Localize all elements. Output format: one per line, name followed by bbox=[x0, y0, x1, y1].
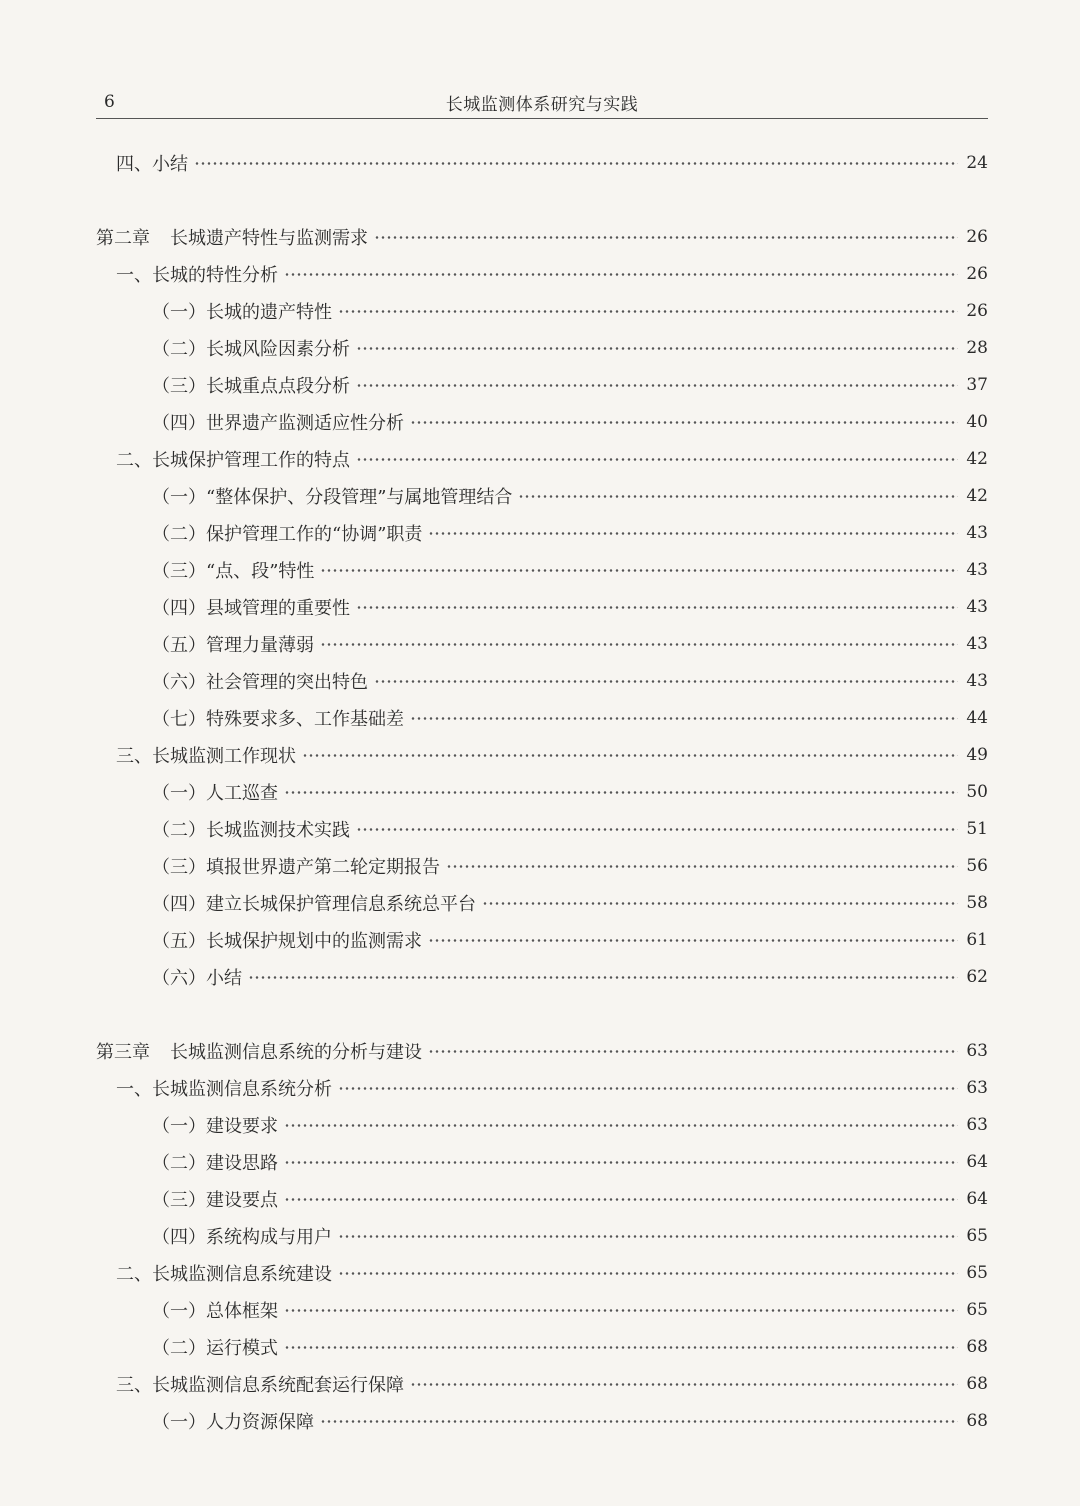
entry-page-number: 63 bbox=[966, 1115, 988, 1135]
entry-page-number: 37 bbox=[966, 375, 988, 395]
toc-subsection-entry bbox=[152, 1295, 988, 1325]
entry-title: （一）人力资源保障 bbox=[152, 1412, 314, 1433]
toc-subsection-entry bbox=[152, 1221, 988, 1251]
dot-leader bbox=[338, 1087, 958, 1090]
toc-subsection-entry bbox=[152, 888, 988, 918]
dot-leader bbox=[320, 569, 958, 572]
entry-page-number: 43 bbox=[966, 597, 988, 617]
entry-title: （六）小结 bbox=[152, 968, 242, 989]
entry-page-number: 24 bbox=[966, 153, 988, 173]
dot-leader bbox=[356, 606, 958, 609]
dot-leader bbox=[356, 347, 958, 350]
entry-page-number: 49 bbox=[966, 745, 988, 765]
entry-page-number: 50 bbox=[966, 782, 988, 802]
entry-title: 长城监测信息系统的分析与建设 bbox=[170, 1042, 422, 1063]
dot-leader bbox=[284, 1198, 958, 1201]
book-title: 长城监测体系研究与实践 bbox=[445, 95, 639, 115]
entry-title: （三）填报世界遗产第二轮定期报告 bbox=[152, 857, 440, 878]
entry-title: （一）人工巡查 bbox=[152, 783, 278, 804]
dot-leader bbox=[284, 273, 958, 276]
dot-leader bbox=[410, 421, 958, 424]
entry-page-number: 68 bbox=[966, 1374, 988, 1394]
dot-leader bbox=[410, 717, 958, 720]
entry-title: （二）保护管理工作的“协调”职责 bbox=[152, 524, 423, 545]
dot-leader bbox=[338, 310, 958, 313]
entry-page-number: 44 bbox=[966, 708, 988, 728]
toc-subsection-entry bbox=[152, 666, 988, 696]
entry-title: 长城遗产特性与监测需求 bbox=[170, 228, 368, 249]
toc-subsection-entry bbox=[152, 555, 988, 585]
dot-leader bbox=[374, 236, 958, 239]
dot-leader bbox=[518, 495, 958, 498]
toc-subsection-entry bbox=[152, 814, 988, 844]
chapter-number: 第三章 bbox=[96, 1042, 150, 1063]
entry-title: 三、长城监测信息系统配套运行保障 bbox=[116, 1375, 404, 1396]
entry-title: （五）长城保护规划中的监测需求 bbox=[152, 931, 422, 952]
entry-page-number: 42 bbox=[966, 486, 988, 506]
entry-title: （一）“整体保护、分段管理”与属地管理结合 bbox=[152, 487, 513, 508]
entry-page-number: 43 bbox=[966, 634, 988, 654]
dot-leader bbox=[284, 791, 958, 794]
toc-subsection-entry bbox=[152, 481, 988, 511]
entry-page-number: 65 bbox=[966, 1300, 988, 1320]
entry-page-number: 51 bbox=[966, 819, 988, 839]
toc-section-entry bbox=[116, 444, 988, 474]
dot-leader bbox=[482, 902, 958, 905]
toc-subsection-entry bbox=[152, 851, 988, 881]
dot-leader bbox=[194, 162, 958, 165]
toc-subsection-entry bbox=[152, 592, 988, 622]
entry-page-number: 63 bbox=[966, 1078, 988, 1098]
entry-title: 一、长城的特性分析 bbox=[116, 265, 278, 286]
toc-subsection-entry bbox=[152, 925, 988, 955]
chapter-number: 第二章 bbox=[96, 228, 150, 249]
entry-page-number: 26 bbox=[966, 264, 988, 284]
dot-leader bbox=[356, 828, 958, 831]
dot-leader bbox=[356, 458, 958, 461]
entry-title: 四、小结 bbox=[116, 154, 188, 175]
entry-page-number: 43 bbox=[966, 523, 988, 543]
entry-title: （七）特殊要求多、工作基础差 bbox=[152, 709, 404, 730]
dot-leader bbox=[428, 532, 958, 535]
toc-chapter-entry bbox=[96, 1036, 988, 1066]
entry-title: （二）长城风险因素分析 bbox=[152, 339, 350, 360]
toc-section-entry bbox=[116, 740, 988, 770]
toc-section-entry bbox=[116, 1369, 988, 1399]
entry-page-number: 43 bbox=[966, 560, 988, 580]
dot-leader bbox=[320, 1420, 958, 1423]
entry-title: （一）长城的遗产特性 bbox=[152, 302, 332, 323]
toc-section-entry bbox=[116, 1258, 988, 1288]
dot-leader bbox=[446, 865, 958, 868]
entry-page-number: 65 bbox=[966, 1263, 988, 1283]
entry-page-number: 43 bbox=[966, 671, 988, 691]
entry-title: 一、长城监测信息系统分析 bbox=[116, 1079, 332, 1100]
toc-section-entry bbox=[116, 259, 988, 289]
toc-subsection-entry bbox=[152, 518, 988, 548]
toc-subsection-entry bbox=[152, 1332, 988, 1362]
entry-page-number: 64 bbox=[966, 1152, 988, 1172]
dot-leader bbox=[284, 1161, 958, 1164]
entry-page-number: 68 bbox=[966, 1411, 988, 1431]
dot-leader bbox=[284, 1124, 958, 1127]
toc-subsection-entry bbox=[152, 333, 988, 363]
entry-page-number: 65 bbox=[966, 1226, 988, 1246]
entry-page-number: 62 bbox=[966, 967, 988, 987]
toc-section-entry bbox=[116, 1073, 988, 1103]
toc-subsection-entry bbox=[152, 296, 988, 326]
entry-title: （一）总体框架 bbox=[152, 1301, 278, 1322]
entry-page-number: 64 bbox=[966, 1189, 988, 1209]
dot-leader bbox=[428, 939, 958, 942]
entry-title: （六）社会管理的突出特色 bbox=[152, 672, 368, 693]
dot-leader bbox=[302, 754, 958, 757]
entry-title: （五）管理力量薄弱 bbox=[152, 635, 314, 656]
entry-title: （四）系统构成与用户 bbox=[152, 1227, 332, 1248]
toc-subsection-entry bbox=[152, 1147, 988, 1177]
toc-subsection-entry bbox=[152, 370, 988, 400]
entry-page-number: 40 bbox=[966, 412, 988, 432]
dot-leader bbox=[284, 1309, 958, 1312]
entry-title: （四）县域管理的重要性 bbox=[152, 598, 350, 619]
dot-leader bbox=[284, 1346, 958, 1349]
toc-chapter-entry bbox=[96, 222, 988, 252]
dot-leader bbox=[338, 1272, 958, 1275]
dot-leader bbox=[428, 1050, 958, 1053]
entry-title: 二、长城监测信息系统建设 bbox=[116, 1264, 332, 1285]
toc-subsection-entry bbox=[152, 962, 988, 992]
dot-leader bbox=[248, 976, 958, 979]
toc-subsection-entry bbox=[152, 1406, 988, 1436]
entry-title: （二）运行模式 bbox=[152, 1338, 278, 1359]
dot-leader bbox=[356, 384, 958, 387]
entry-page-number: 42 bbox=[966, 449, 988, 469]
entry-page-number: 26 bbox=[966, 227, 988, 247]
toc-subsection-entry bbox=[152, 1184, 988, 1214]
entry-title: （二）长城监测技术实践 bbox=[152, 820, 350, 841]
entry-title: （二）建设思路 bbox=[152, 1153, 278, 1174]
entry-page-number: 61 bbox=[966, 930, 988, 950]
dot-leader bbox=[320, 643, 958, 646]
entry-title: （三）长城重点点段分析 bbox=[152, 376, 350, 397]
entry-title: （四）世界遗产监测适应性分析 bbox=[152, 413, 404, 434]
entry-title: 三、长城监测工作现状 bbox=[116, 746, 296, 767]
entry-title: （一）建设要求 bbox=[152, 1116, 278, 1137]
dot-leader bbox=[338, 1235, 958, 1238]
toc-subsection-entry bbox=[152, 1110, 988, 1140]
entry-title: （四）建立长城保护管理信息系统总平台 bbox=[152, 894, 476, 915]
entry-page-number: 26 bbox=[966, 301, 988, 321]
toc-subsection-entry bbox=[152, 703, 988, 733]
toc-subsection-entry bbox=[152, 629, 988, 659]
entry-title: （三）建设要点 bbox=[152, 1190, 278, 1211]
toc-subsection-entry bbox=[152, 777, 988, 807]
entry-title: 二、长城保护管理工作的特点 bbox=[116, 450, 350, 471]
entry-title: （三）“点、段”特性 bbox=[152, 561, 315, 582]
entry-page-number: 58 bbox=[966, 893, 988, 913]
entry-page-number: 63 bbox=[966, 1041, 988, 1061]
page-number: 6 bbox=[104, 92, 115, 112]
dot-leader bbox=[374, 680, 958, 683]
dot-leader bbox=[410, 1383, 958, 1386]
entry-page-number: 56 bbox=[966, 856, 988, 876]
toc-subsection-entry bbox=[152, 407, 988, 437]
entry-page-number: 28 bbox=[966, 338, 988, 358]
entry-page-number: 68 bbox=[966, 1337, 988, 1357]
toc-section-entry bbox=[116, 148, 988, 178]
